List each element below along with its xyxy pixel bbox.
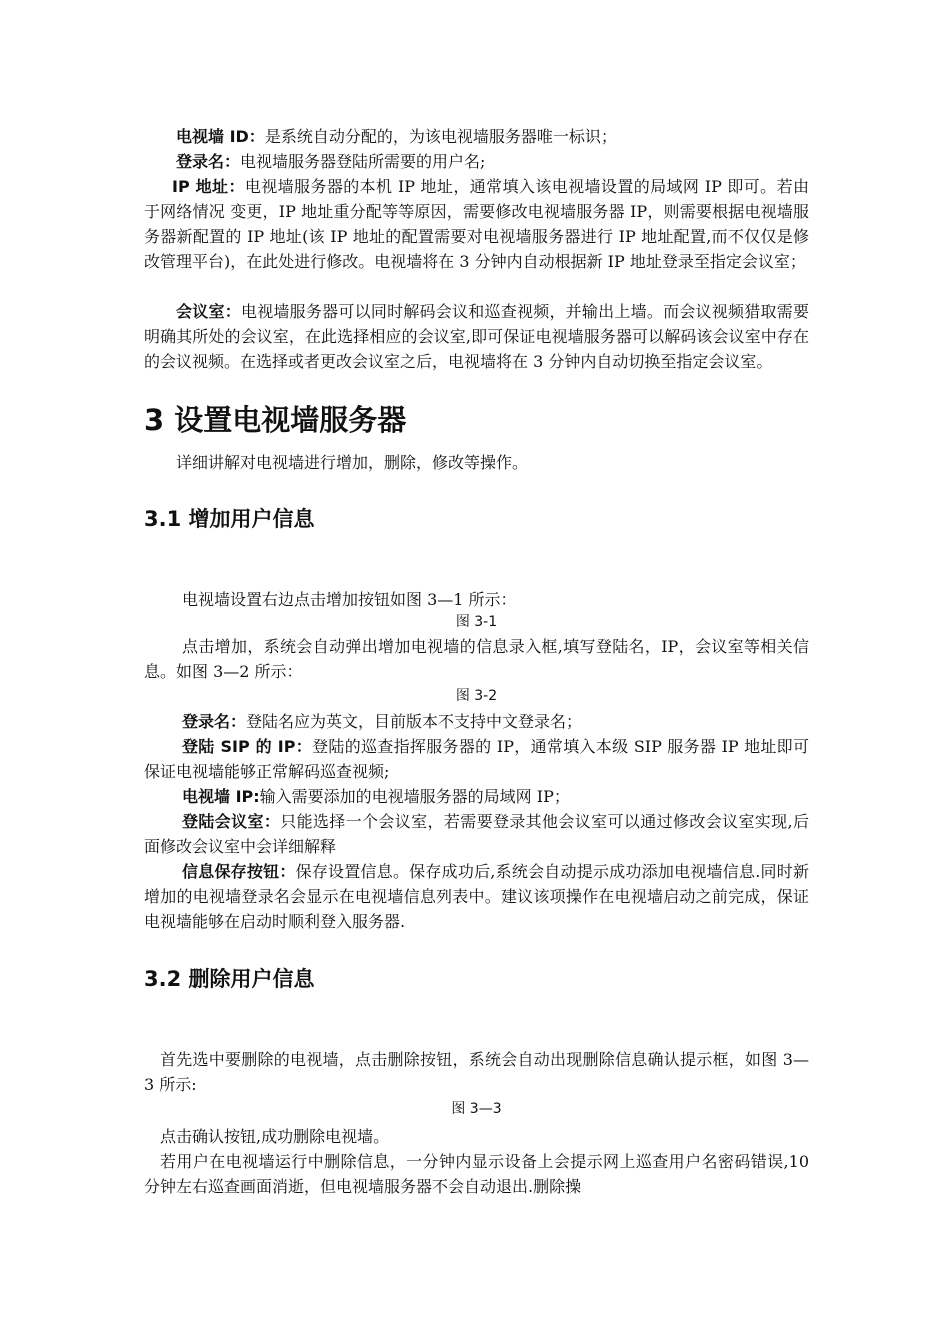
section-3-description: 详细讲解对电视墙进行增加，删除，修改等操作。: [176, 453, 529, 472]
text-meeting-room: 电视墙服务器可以同时解码会议和巡查视频，并输出上墙。而会议视频猎取需要明确其所处的会议室，在此选择相应的会议室,即可保证电视墙服务器可以解码该会议室中存在的会议视频。在选择或者更改会议室之后，电视墙将在 3 分钟内自动切换至指定会议室。: [144, 302, 809, 371]
field-login-meeting: [144, 809, 809, 859]
text-login-name: 电视墙服务器登陆所需要的用户名;: [240, 152, 486, 171]
term-meeting-room: 会议室：: [176, 302, 241, 321]
figure-caption-3-1: 图 3-1: [455, 614, 498, 630]
field-login-name: [144, 709, 809, 734]
delete-confirm: 点击确认按钮,成功删除电视墙。: [160, 1127, 390, 1146]
add-click-paragraph: 点击增加，系统会自动弹出增加电视墙的信息录入框,填写登陆名，IP，会议室等相关信息。如图 3—2 所示：: [144, 637, 809, 681]
section-heading-3-1: 3.1 增加用户信息: [144, 507, 315, 531]
section-heading-3-2: 3.2 删除用户信息: [144, 967, 315, 991]
paragraph-meeting-room: [144, 299, 809, 374]
field-tvwall-ip: [144, 784, 809, 809]
paragraph-tvwall-id: [144, 124, 809, 149]
add-intro: 电视墙设置右边点击增加按钮如图 3—1 所示：: [182, 590, 517, 609]
text-field-tvip: 输入需要添加的电视墙服务器的局域网 IP；: [259, 787, 570, 806]
delete-intro: 首先选中要删除的电视墙，点击删除按钮，系统会自动出现删除信息确认提示框，如图 3—3 所示:: [144, 1050, 809, 1094]
delete-note: 若用户在电视墙运行中删除信息，一分钟内显示设备上会提示网上巡查用户名密码错误,10 分钟左右巡查画面消逝，但电视墙服务器不会自动退出.删除操: [144, 1152, 809, 1196]
term-tvwall-id: 电视墙 ID：: [176, 127, 265, 146]
paragraph-ip: [144, 174, 809, 274]
figure-caption-3-3: 图 3—3: [451, 1101, 502, 1117]
figure-caption-3-2: 图 3-2: [455, 688, 498, 704]
text-field-save: 保存设置信息。保存成功后,系统会自动提示成功添加电视墙信息.同时新增加的电视墙登录名会显示在电视墙信息列表中。建议该项操作在电视墙启动之前完成，保证电视墙能够在启动时顺利登入服务器.: [144, 862, 809, 931]
term-field-tvip: 电视墙 IP:: [182, 787, 260, 806]
paragraph-login-name: [144, 149, 809, 174]
field-sip-ip: [144, 734, 809, 784]
text-ip: 电视墙服务器的本机 IP 地址，通常填入该电视墙设置的局域网 IP 即可。若由于网络情况 变更，IP 地址重分配等等原因，需要修改电视墙服务器 IP，则需要根据电视墙服务器新配置的 IP 地址(该 IP 地址的配置需要对电视墙服务器进行 IP 地址配置,而不仅仅是修改管理平台)，在此处进行修改。电视墙将在 3 分钟内自动根据新 IP 地址登录至指定会议室；: [144, 177, 809, 271]
text-field-login: 登陆名应为英文，目前版本不支持中文登录名；: [246, 712, 583, 731]
term-field-save: 信息保存按钮：: [182, 862, 296, 881]
text-field-meeting: 只能选择一个会议室，若需要登录其他会议室可以通过修改会议室实现,后面修改会议室中会详细解释: [144, 812, 809, 856]
text-field-sip: 登陆的巡查指挥服务器的 IP，通常填入本级 SIP 服务器 IP 地址即可保证电视墙能够正常解码巡查视频;: [144, 737, 809, 781]
field-save-button: [144, 859, 809, 934]
term-field-meeting: 登陆会议室：: [182, 812, 281, 831]
section-heading-3: 3 设置电视墙服务器: [144, 403, 407, 437]
term-ip: IP 地址：: [172, 177, 245, 196]
term-login-name: 登录名：: [176, 152, 241, 171]
text-tvwall-id: 是系统自动分配的，为该电视墙服务器唯一标识；: [264, 127, 617, 146]
term-field-sip: 登陆 SIP 的 IP：: [182, 737, 313, 756]
term-field-login: 登录名：: [182, 712, 247, 731]
